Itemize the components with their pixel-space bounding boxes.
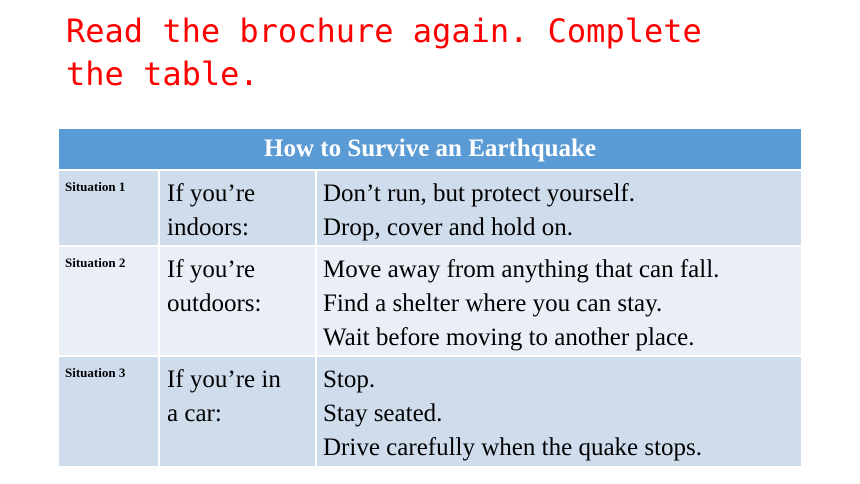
advice-line: Stay seated.	[323, 400, 443, 427]
table-row	[59, 170, 801, 246]
place-line: If you’re in	[167, 366, 281, 393]
table-title: How to Survive an Earthquake	[59, 129, 801, 170]
advice-cell	[316, 356, 801, 466]
advice-line: Don’t run, but protect yourself.	[323, 180, 635, 207]
place-cell	[159, 246, 316, 356]
place-cell	[159, 170, 316, 246]
advice-line: Move away from anything that can fall.	[323, 256, 720, 283]
advice-line: Find a shelter where you can stay.	[323, 290, 663, 317]
earthquake-survival-table	[59, 129, 801, 466]
advice-cell	[316, 246, 801, 356]
advice-line: Wait before moving to another place.	[323, 324, 695, 351]
place-cell	[159, 356, 316, 466]
situation-label: Situation 1	[59, 170, 159, 246]
place-line: If you’re	[167, 256, 256, 283]
instruction-line-2: the table.	[66, 55, 259, 93]
table-row	[59, 246, 801, 356]
advice-line: Drive carefully when the quake stops.	[323, 434, 703, 461]
place-line: outdoors:	[167, 290, 262, 317]
advice-line: Drop, cover and hold on.	[323, 214, 573, 241]
place-line: If you’re	[167, 180, 256, 207]
situation-label: Situation 2	[59, 246, 159, 356]
place-line: a car:	[167, 400, 222, 427]
advice-cell	[316, 170, 801, 246]
table-row	[59, 356, 801, 466]
place-line: indoors:	[167, 214, 249, 241]
advice-line: Stop.	[323, 366, 376, 393]
instruction-heading	[66, 10, 806, 96]
situation-label: Situation 3	[59, 356, 159, 466]
instruction-line-1: Read the brochure again. Complete	[66, 12, 702, 50]
